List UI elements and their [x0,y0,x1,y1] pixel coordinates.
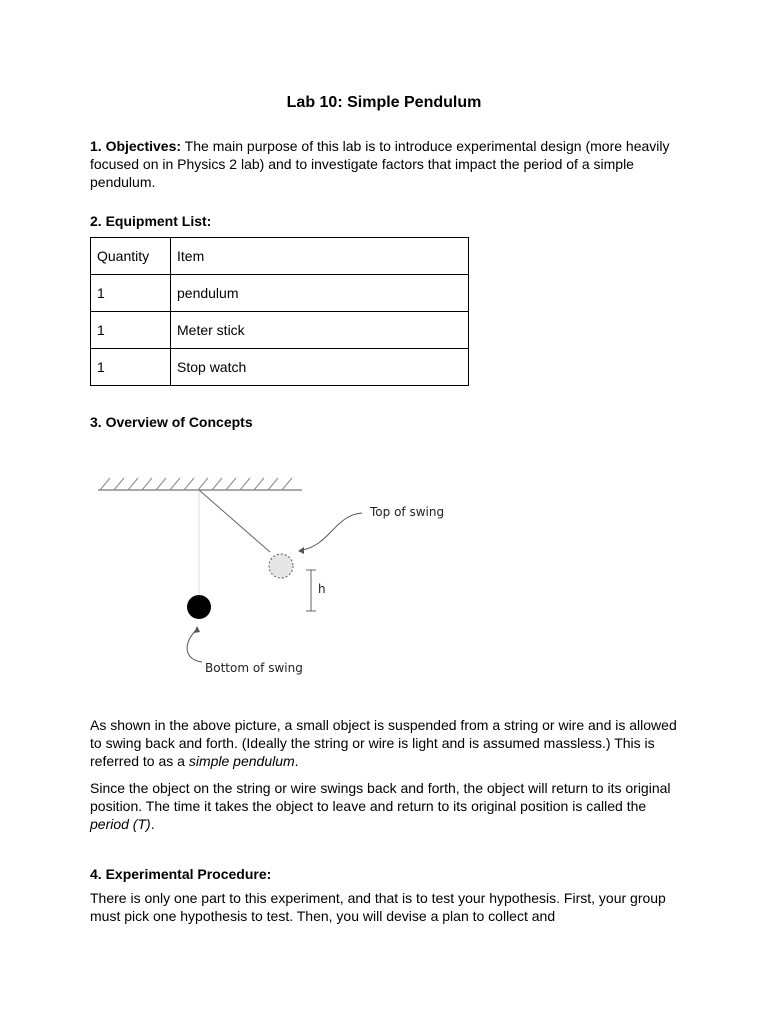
bottom-of-swing-label: Bottom of swing [205,661,303,675]
top-arrow-head [298,547,304,554]
para2-text: Since the object on the string or wire swings back and forth, the object will return to its original position. The time it takes the object to leave and return to its original position is called the [90,780,671,815]
header-quantity: Quantity [91,238,171,275]
top-arrow-curve [302,513,362,550]
concepts-paragraph-2 [90,779,682,834]
bottom-arrow-head [194,626,200,633]
concepts-paragraph-1 [90,716,682,771]
para1-end: . [294,753,299,770]
table-row [91,312,469,349]
objectives-text: The main purpose of this lab is to introduce experimental design (more heavily focused on in Physics 2 lab) and to investigate factors that impact the period of a simple pendulum. [90,138,670,191]
bottom-arrow-curve [187,630,202,662]
cell-item: Stop watch [171,349,469,386]
cell-quantity: 1 [91,312,171,349]
objectives-paragraph [90,137,682,192]
para1-emphasis: simple pendulum [188,753,295,770]
para2-end: . [150,816,155,833]
equipment-heading: 2. Equipment List: [90,213,212,229]
string-angled [199,490,270,552]
cell-item: Meter stick [171,312,469,349]
equipment-table [90,237,469,386]
ceiling-hatching [100,478,292,490]
top-of-swing-label: Top of swing [370,505,445,519]
header-item: Item [171,238,469,275]
height-label: h [318,582,326,596]
procedure-paragraph: There is only one part to this experiment, and that is to test your hypothesis. First, your group must pick one hypothesis to test. Then, you will devise a plan to collect and [90,890,666,925]
cell-quantity: 1 [91,349,171,386]
table-row [91,275,469,312]
cell-quantity: 1 [91,275,171,312]
page-title: Lab 10: Simple Pendulum [286,94,482,111]
procedure-heading: 4. Experimental Procedure: [90,866,272,882]
objectives-label: 1. Objectives: [90,138,182,154]
para2-emphasis: period (T) [90,816,151,833]
table-row [91,349,469,386]
table-header-row [91,238,469,275]
top-bob [269,554,293,578]
para1-text: As shown in the above picture, a small object is suspended from a string or wire and is allowed to swing back and forth. (Ideally the string or wire is light and is assumed massless.) This is referred to as a [90,717,677,770]
bottom-bob [187,595,211,619]
cell-item: pendulum [171,275,469,312]
concepts-heading: 3. Overview of Concepts [90,414,253,430]
pendulum-diagram [90,460,490,690]
